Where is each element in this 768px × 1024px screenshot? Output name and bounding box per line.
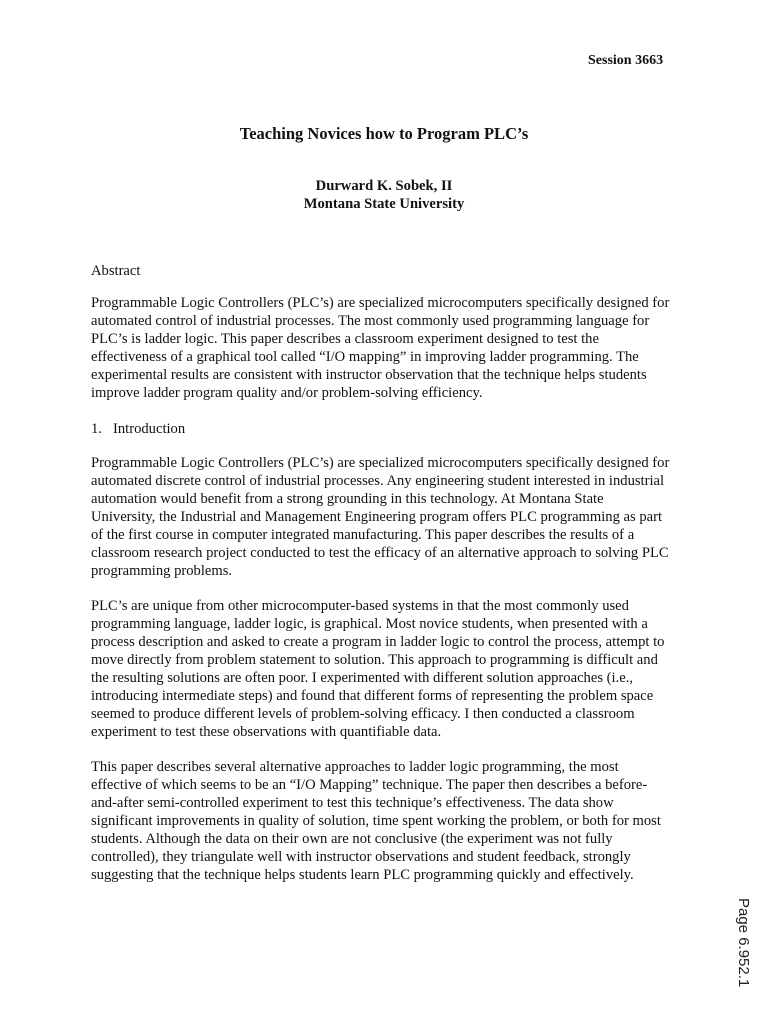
text-line: improve ladder program quality and/or problem-solving efficiency. [91,385,483,401]
text-line: introducing intermediate steps) and found that different forms of representing the problem space [91,688,654,704]
intro-paragraph-2 [91,597,683,741]
text-line: of the first course in computer integrated manufacturing. This paper describes the results of a [91,527,635,543]
text-line: effective of which seems to be an “I/O Mapping” technique. The paper then describes a before- [91,777,648,793]
page-number: Page 6.952.1 [735,898,752,988]
text-line: PLC’s is ladder logic. This paper describes a classroom experiment designed to test the [91,331,599,347]
text-line: and-after semi-controlled experiment to test this technique’s effectiveness. The data show [91,795,614,811]
text-line: This paper describes several alternative approaches to ladder logic programming, the most [91,759,619,775]
intro-paragraph-3 [91,758,683,884]
section-heading-introduction [91,420,185,438]
text-line: effectiveness of a graphical tool called “I/O mapping” in improving ladder programming. The [91,349,639,365]
text-line: automated discrete control of industrial processes. Any engineering student interested in industrial [91,473,665,489]
paper-title: Teaching Novices how to Program PLC’s [239,124,529,143]
text-line: significant improvements in quality of solution, time spent working the problem, or both for most [91,813,661,829]
text-line: seemed to produce different levels of problem-solving efficacy. I then conducted a classroom [91,706,635,722]
intro-paragraph-1 [91,454,683,580]
text-line: PLC’s are unique from other microcomputer-based systems in that the most commonly used [91,598,629,614]
text-line: experimental results are consistent with instructor observation that the technique helps students [91,367,647,383]
text-line: Programmable Logic Controllers (PLC’s) are specialized microcomputers specifically designed for [91,455,670,471]
text-line: students. Although the data on their own are not conclusive (the experiment was not fully [91,831,613,847]
text-line: classroom research project conducted to test the efficacy of an alternative approach to solving PLC [91,545,669,561]
abstract-paragraph [91,294,683,402]
text-line: controlled), they triangulate well with instructor observations and student feedback, strongly [91,849,631,865]
text-line: University, the Industrial and Management Engineering program offers PLC programming as part [91,509,663,525]
abstract-heading: Abstract [91,263,141,279]
section-title: Introduction [113,421,186,437]
text-line: programming language, ladder logic, is graphical. Most novice students, when presented with a [91,616,648,632]
author-name: Durward K. Sobek, II [315,178,453,194]
text-line: suggesting that the technique helps students learn PLC programming quickly and effectively. [91,867,634,883]
author-block [0,177,768,213]
section-number: 1. [91,421,102,437]
session-number: Session 3663 [588,53,664,68]
text-line: experiment to test these observations with quantifiable data. [91,724,442,740]
author-affiliation: Montana State University [303,196,465,212]
text-line: process description and asked to create a program in ladder logic to control the process, attempt to [91,634,665,650]
text-line: programming problems. [91,563,233,579]
text-line: move directly from problem statement to solution. This approach to programming is difficult and [91,652,658,668]
text-line: the resulting solutions are often poor. I experimented with different solution approaches (i.e., [91,670,633,686]
text-line: automation would benefit from a strong grounding in this technology. At Montana State [91,491,604,507]
text-line: automated control of industrial processes. The most commonly used programming language for [91,313,650,329]
text-line: Programmable Logic Controllers (PLC’s) are specialized microcomputers specifically designed for [91,295,670,311]
